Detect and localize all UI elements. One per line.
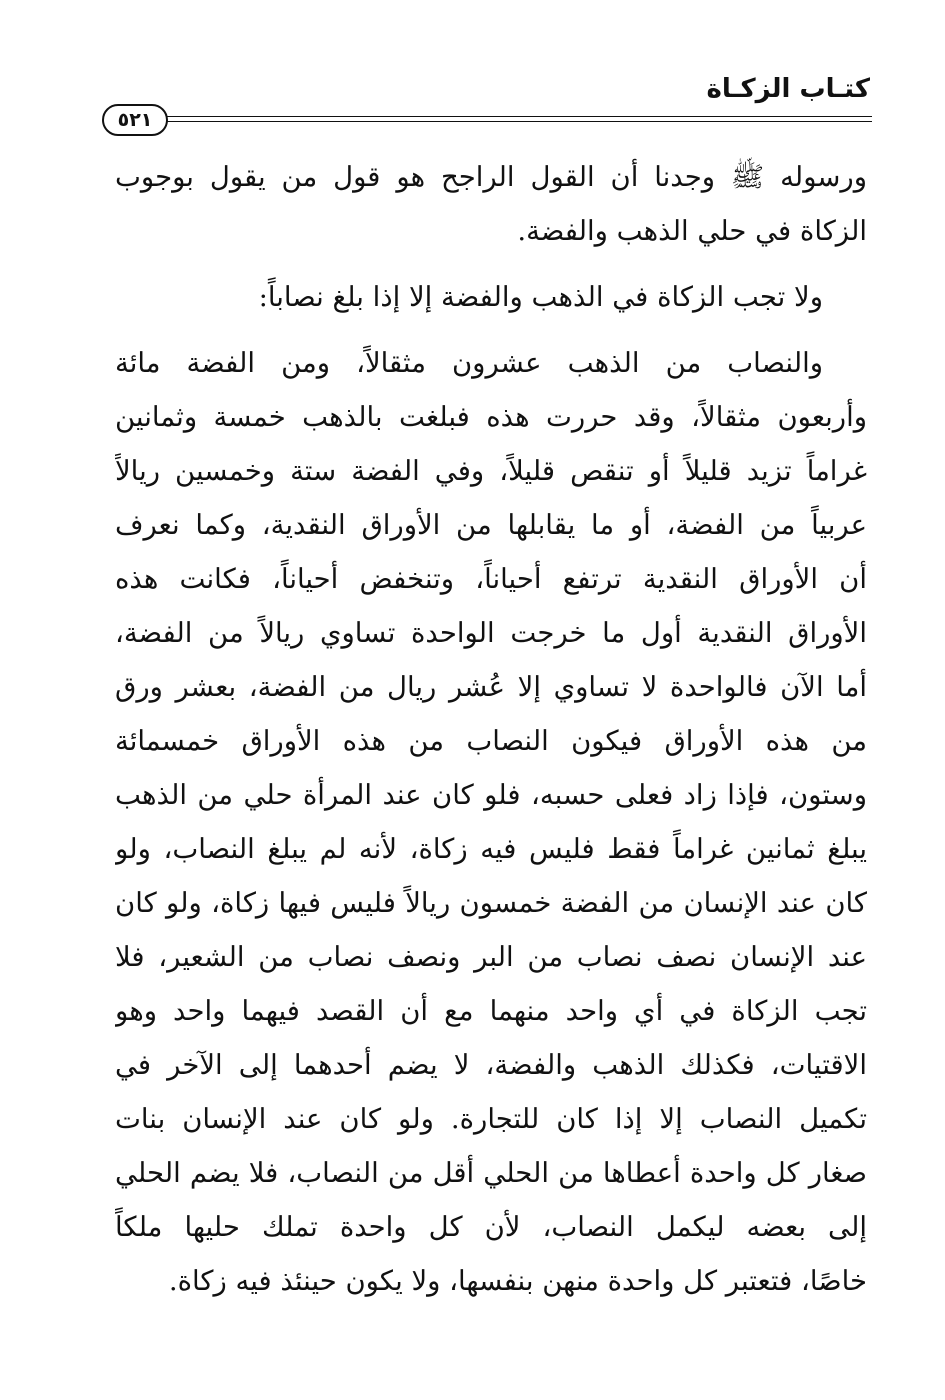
running-title: كتـاب الزكـاة bbox=[706, 74, 870, 104]
text-line: غراماً تزيد قليلاً أو تنقص قليلاً، وفي الفضة ستة وخمسين ريالاً bbox=[115, 455, 867, 487]
text-line: إلى بعضه ليكمل النصاب، لأن كل واحدة تملك حليها ملكاً bbox=[115, 1211, 867, 1243]
text-line: أما الآن فالواحدة لا تساوي إلا عُشر ريال من الفضة، بعشر ورق bbox=[115, 671, 867, 703]
text-line: الاقتيات، فكذلك الذهب والفضة، لا يضم أحدهما إلى الآخر في bbox=[115, 1049, 867, 1081]
text-line: أن الأوراق النقدية ترتفع أحياناً، وتنخفض أحياناً، فكانت هذه bbox=[115, 563, 867, 595]
text-line: ولا تجب الزكاة في الذهب والفضة إلا إذا بلغ نصاباً: bbox=[258, 281, 823, 313]
text-line: وستون، فإذا زاد فعلى حسبه، فلو كان عند المرأة حلي من الذهب bbox=[115, 779, 867, 811]
page-header bbox=[100, 70, 870, 140]
text-line: تجب الزكاة في أي واحد منهما مع أن القصد فيهما واحد وهو bbox=[115, 995, 867, 1027]
text-line: يبلغ ثمانين غراماً فقط فليس فيه زكاة، لأنه لم يبلغ النصاب، ولو bbox=[115, 833, 867, 865]
text-line: ورسوله ﷺ وجدنا أن القول الراجح هو قول من يقول بوجوب bbox=[115, 161, 867, 193]
paragraph bbox=[115, 336, 867, 1308]
text-line: كان عند الإنسان من الفضة خمسون ريالاً فليس فيها زكاة، ولو كان bbox=[115, 887, 867, 919]
page-number: ٥٢١ bbox=[102, 104, 168, 136]
text-line: صغار كل واحدة أعطاها من الحلي أقل من النصاب، فلا يضم الحلي bbox=[115, 1157, 867, 1189]
paragraph bbox=[115, 270, 867, 324]
header-rule bbox=[158, 121, 872, 122]
header-rule bbox=[158, 116, 872, 117]
text-line: خاصًا، فتعتبر كل واحدة منهن بنفسها، ولا يكون حينئذ فيه زكاة. bbox=[168, 1265, 867, 1297]
body-text bbox=[115, 150, 867, 1308]
text-line: الزكاة في حلي الذهب والفضة. bbox=[517, 215, 867, 247]
paragraph bbox=[115, 150, 867, 258]
text-line: وأربعون مثقالاً، وقد حررت هذه فبلغت بالذهب خمسة وثمانين bbox=[115, 401, 867, 433]
text-line: الأوراق النقدية أول ما خرجت الواحدة تساوي ريالاً من الفضة، bbox=[115, 617, 867, 649]
text-line: عند الإنسان نصف نصاب من البر ونصف نصاب من الشعير، فلا bbox=[115, 941, 867, 973]
text-line: والنصاب من الذهب عشرون مثقالاً، ومن الفضة مائة bbox=[115, 347, 823, 379]
text-line: تكميل النصاب إلا إذا كان للتجارة. ولو كان عند الإنسان بنات bbox=[115, 1103, 867, 1135]
text-line: عربياً من الفضة، أو ما يقابلها من الأوراق النقدية، وكما نعرف bbox=[115, 509, 867, 541]
text-line: من هذه الأوراق فيكون النصاب من هذه الأوراق خمسمائة bbox=[115, 725, 867, 757]
